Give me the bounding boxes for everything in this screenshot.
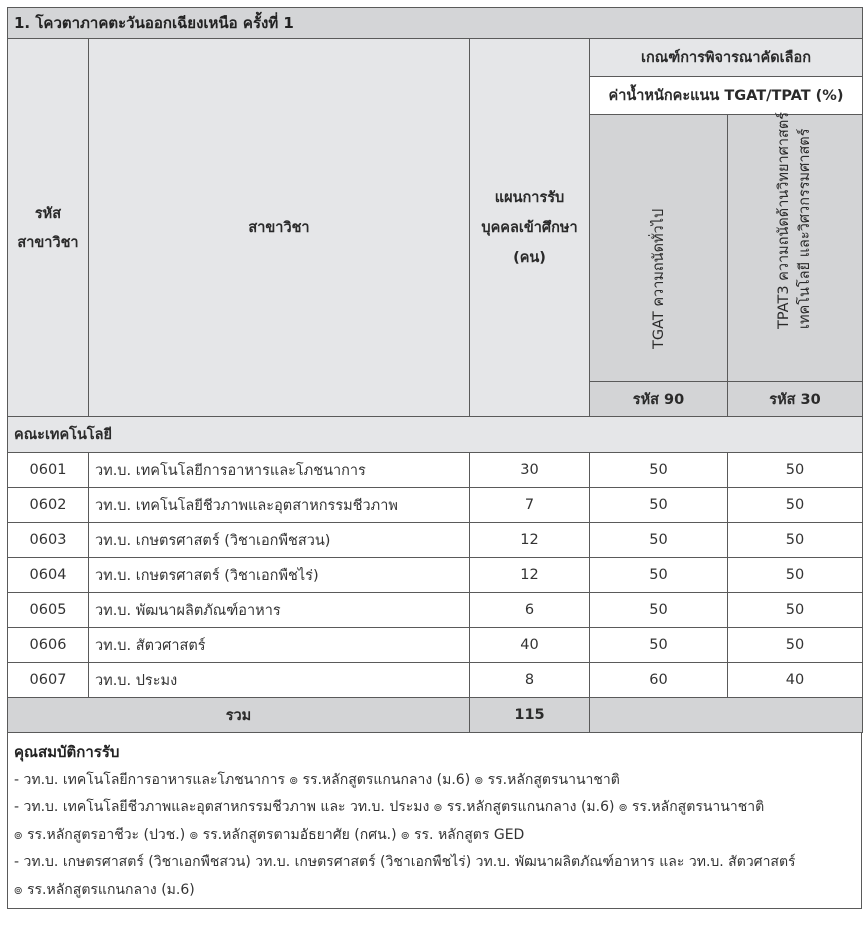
tgat-weight: 50: [590, 558, 728, 593]
header-program: สาขาวิชา: [89, 39, 470, 417]
header-tpat3: [728, 111, 863, 382]
program-rows: [8, 453, 863, 698]
header-tgat-label: TGAT ความถนัดทั่วไป: [650, 208, 667, 349]
plan-count: 30: [470, 453, 590, 488]
header-tpat3-line2: เทคโนโลยี และวิศวกรรมศาสตร์: [797, 128, 813, 329]
total-row: [8, 698, 863, 733]
tpat3-weight: 50: [728, 558, 863, 593]
header-plan-line3: (คน): [513, 249, 546, 266]
quota-table: [7, 7, 863, 733]
qualification-line: ๏ รร.หลักสูตรแกนกลาง (ม.6): [14, 881, 195, 898]
header-plan-line2: บุคคลเข้าศึกษา: [481, 219, 578, 236]
header-tgat-code: รหัส 90: [590, 382, 728, 417]
program-code: 0606: [8, 628, 89, 663]
header-plan-line1: แผนการรับ: [494, 189, 565, 206]
tgat-weight: 50: [590, 593, 728, 628]
header-weight: ค่าน้ำหนักคะแนน TGAT/TPAT (%): [590, 77, 863, 115]
table-row: [8, 663, 863, 698]
plan-count: 6: [470, 593, 590, 628]
qualification-line: ๏ รร.หลักสูตรอาชีวะ (ปวช.) ๏ รร.หลักสูตรตามอัธยาศัย (กศน.) ๏ รร. หลักสูตร GED: [14, 826, 525, 843]
header-code-line1: รหัส: [34, 205, 62, 222]
tgat-weight: 50: [590, 453, 728, 488]
plan-count: 12: [470, 558, 590, 593]
program-code: 0605: [8, 593, 89, 628]
table-row: [8, 453, 863, 488]
table-row: [8, 523, 863, 558]
faculty-row: คณะเทคโนโลยี: [8, 417, 863, 453]
total-label: รวม: [8, 698, 470, 733]
quota-table-document: [7, 7, 862, 909]
program-code: 0603: [8, 523, 89, 558]
plan-count: 7: [470, 488, 590, 523]
header-tpat3-label: [774, 112, 816, 329]
table-row: [8, 558, 863, 593]
plan-count: 8: [470, 663, 590, 698]
table-row: [8, 593, 863, 628]
program-name: วท.บ. เกษตรศาสตร์ (วิชาเอกพืชสวน): [89, 523, 470, 558]
tgat-weight: 50: [590, 488, 728, 523]
tgat-weight: 50: [590, 628, 728, 663]
total-value: 115: [470, 698, 590, 733]
qualification-line: - วท.บ. เทคโนโลยีชีวภาพและอุตสาหกรรมชีวภาพ และ วท.บ. ประมง ๏ รร.หลักสูตรแกนกลาง (ม.6) ๏ รร.หลักสูตรนานาชาติ: [14, 799, 765, 815]
program-name: วท.บ. สัตวศาสตร์: [89, 628, 470, 663]
qualifications-title: คุณสมบัติการรับ: [14, 743, 120, 761]
tpat3-weight: 50: [728, 488, 863, 523]
tgat-weight: 60: [590, 663, 728, 698]
table-title: 1. โควตาภาคตะวันออกเฉียงเหนือ ครั้งที่ 1: [8, 8, 863, 39]
tpat3-weight: 40: [728, 663, 863, 698]
header-tpat3-line1: TPAT3 ความถนัดด้านวิทยาศาสตร์: [776, 111, 792, 329]
plan-count: 40: [470, 628, 590, 663]
program-name: วท.บ. เทคโนโลยีชีวภาพและอุตสาหกรรมชีวภาพ: [89, 488, 470, 523]
program-code: 0601: [8, 453, 89, 488]
tpat3-weight: 50: [728, 628, 863, 663]
program-code: 0604: [8, 558, 89, 593]
program-name: วท.บ. ประมง: [89, 663, 470, 698]
total-empty: [590, 698, 863, 733]
header-code-line2: สาขาวิชา: [17, 234, 79, 251]
program-name: วท.บ. เทคโนโลยีการอาหารและโภชนาการ: [89, 453, 470, 488]
qualification-line: - วท.บ. เกษตรศาสตร์ (วิชาเอกพืชสวน) วท.บ. เกษตรศาสตร์ (วิชาเอกพืชไร่) วท.บ. พัฒนาผลิตภัณฑ์อาหาร และ วท.บ. สัตวศาสตร์: [14, 854, 796, 870]
header-code: [8, 39, 89, 417]
table-row: [8, 628, 863, 663]
tgat-weight: 50: [590, 523, 728, 558]
header-tgat: [590, 115, 728, 382]
header-tpat3-code: รหัส 30: [728, 382, 863, 417]
header-criteria: เกณฑ์การพิจารณาคัดเลือก: [590, 39, 863, 77]
program-name: วท.บ. พัฒนาผลิตภัณฑ์อาหาร: [89, 593, 470, 628]
header-plan: [470, 39, 590, 417]
admission-qualifications: [7, 733, 862, 909]
program-code: 0602: [8, 488, 89, 523]
tpat3-weight: 50: [728, 593, 863, 628]
tpat3-weight: 50: [728, 453, 863, 488]
program-name: วท.บ. เกษตรศาสตร์ (วิชาเอกพืชไร่): [89, 558, 470, 593]
tpat3-weight: 50: [728, 523, 863, 558]
program-code: 0607: [8, 663, 89, 698]
qualification-line: - วท.บ. เทคโนโลยีการอาหารและโภชนาการ ๏ รร.หลักสูตรแกนกลาง (ม.6) ๏ รร.หลักสูตรนานาชาติ: [14, 771, 620, 788]
table-row: [8, 488, 863, 523]
plan-count: 12: [470, 523, 590, 558]
